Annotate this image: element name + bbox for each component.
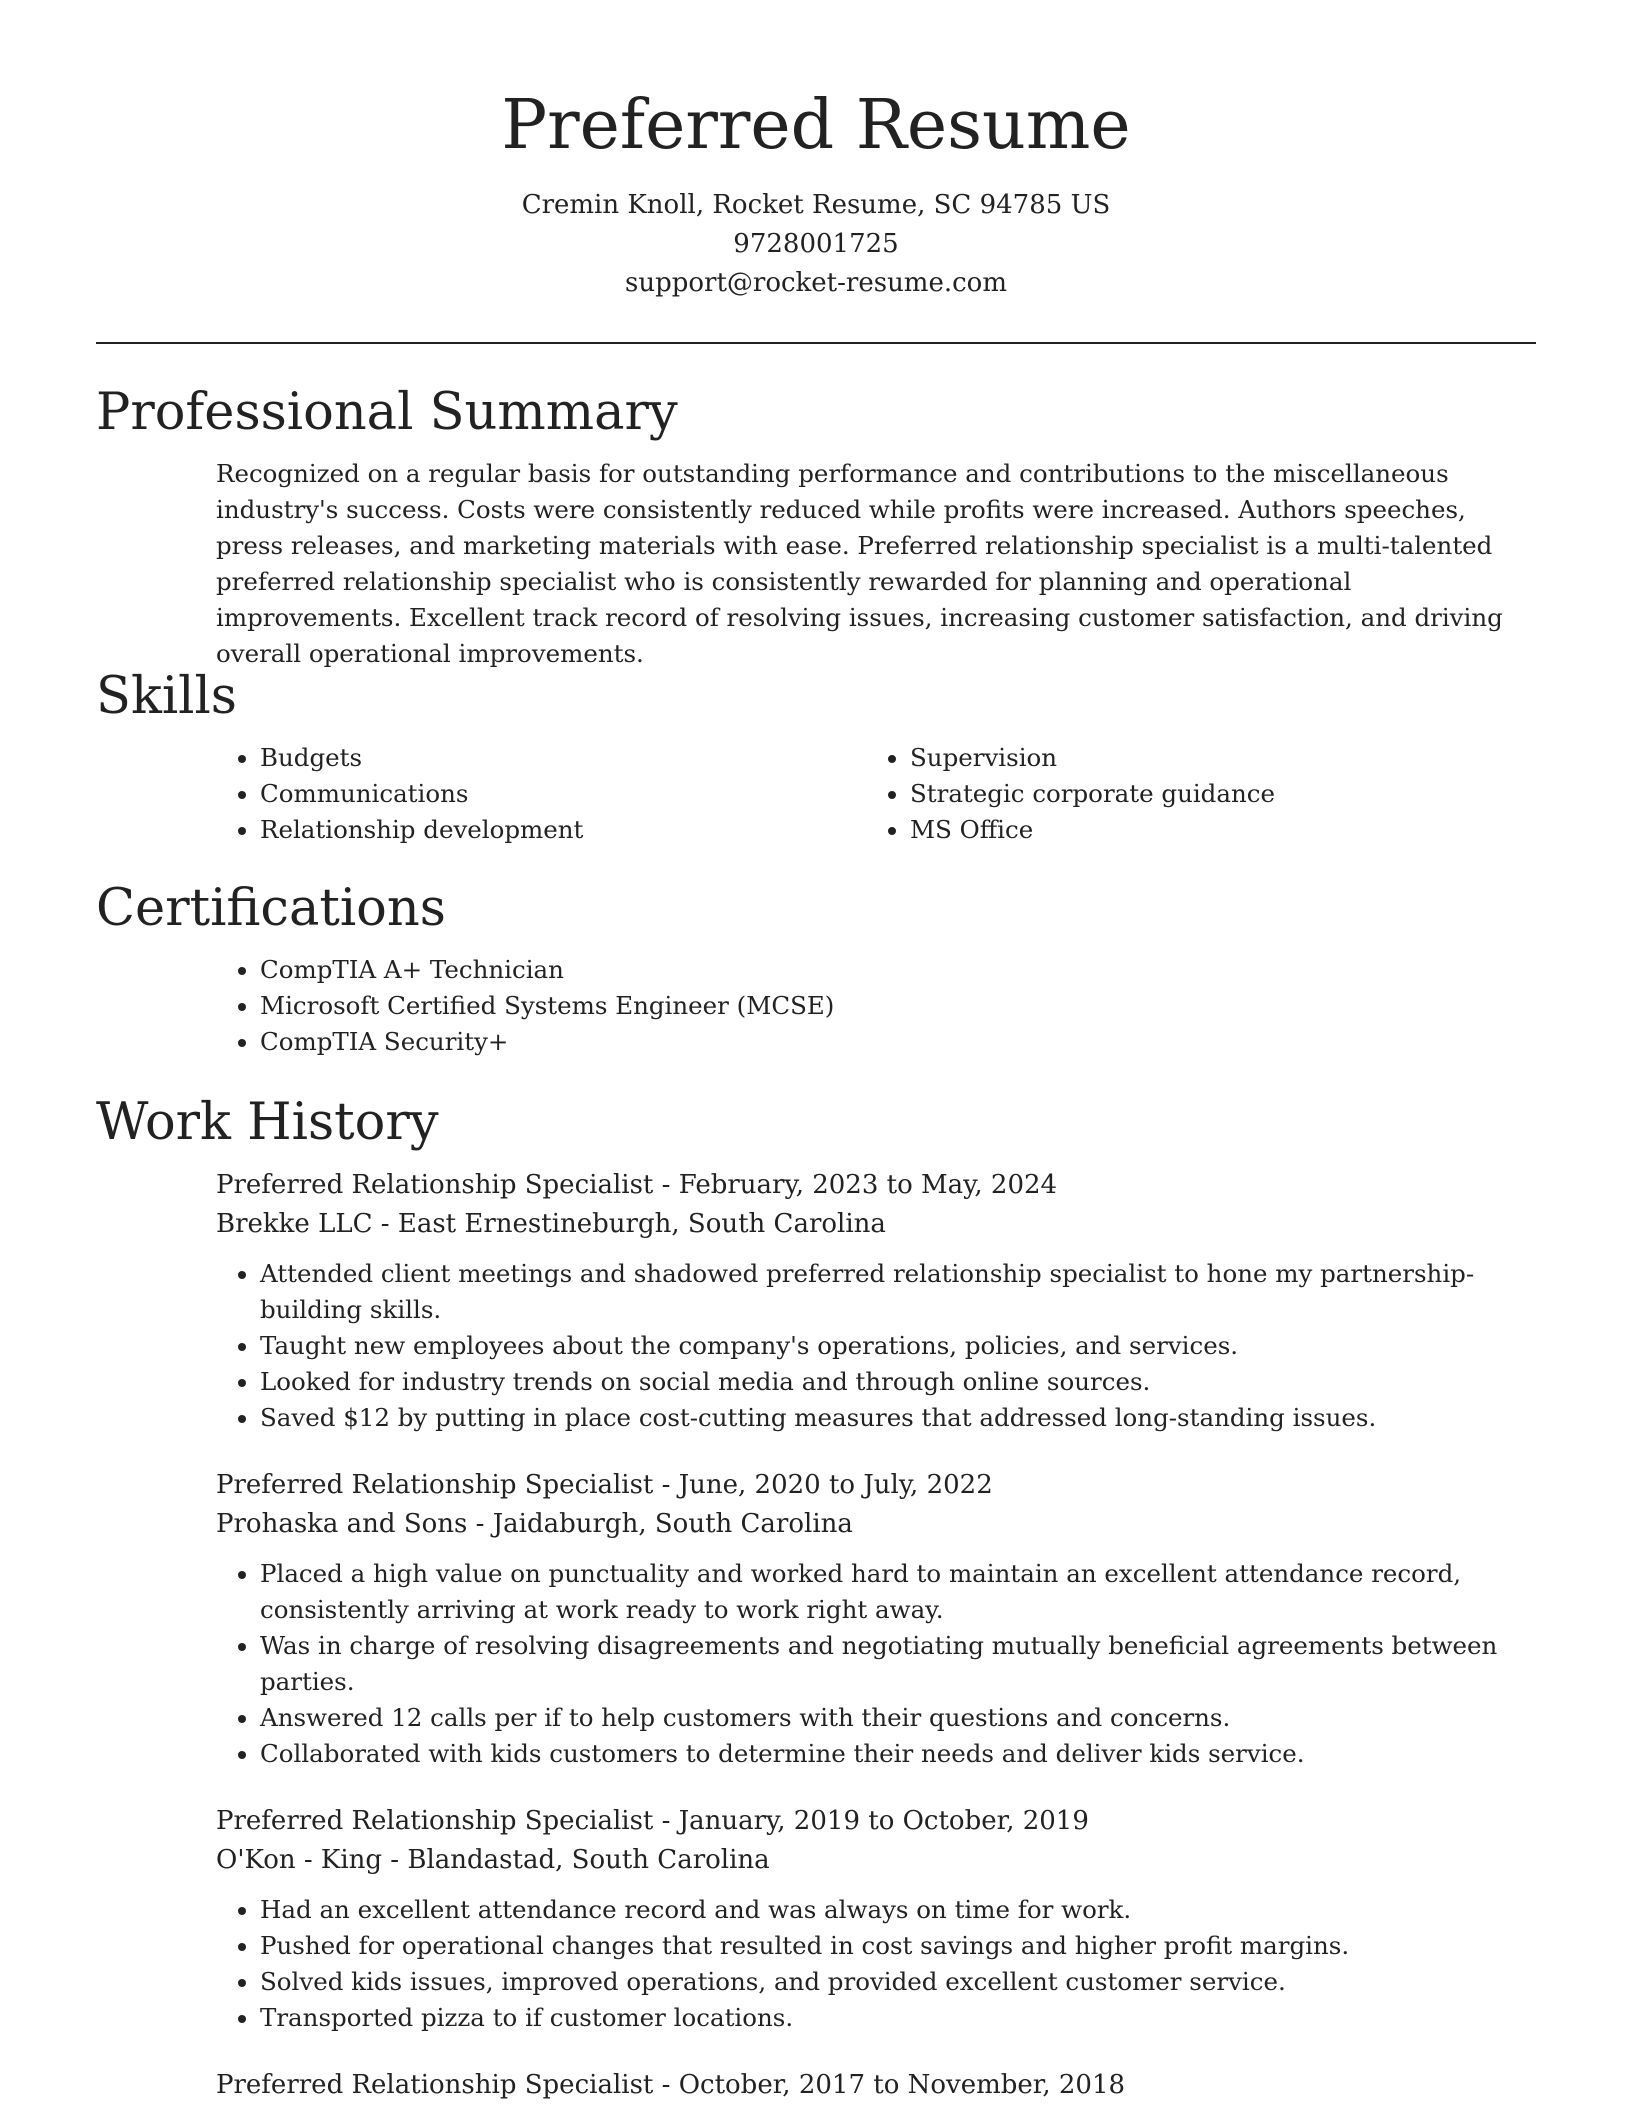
job-dates: February, 2023 to May, 2024 [678, 1170, 1058, 1200]
job-dates: June, 2020 to July, 2022 [678, 1470, 993, 1500]
work-history-body [216, 1166, 1536, 2105]
skill-item: • Communications [260, 776, 866, 812]
job-entry [216, 1466, 1536, 1772]
job-company-line: Prohaska and Sons - Jaidaburgh, South Carolina [216, 1509, 853, 1539]
skills-list-left [216, 740, 866, 848]
job-bullet: • Transported pizza to if customer locations. [260, 2000, 1540, 2036]
summary-section [96, 382, 1536, 672]
skills-section [96, 666, 1536, 848]
job-bullet: • Was in charge of resolving disagreements and negotiating mutually beneficial agreements between parties. [260, 1628, 1540, 1700]
job-bullet: • Solved kids issues, improved operations, and provided excellent customer service. [260, 1964, 1540, 2000]
job-bullet: • Had an excellent attendance record and was always on time for work. [260, 1892, 1540, 1928]
job-title-line: Preferred Relationship Specialist - February, 2023 to May, 2024 [216, 1170, 1058, 1200]
skill-item: • MS Office [910, 812, 1516, 848]
job-company-line: Brekke LLC - East Ernestineburgh, South Carolina [216, 1209, 886, 1239]
skills-column-left [216, 740, 866, 848]
job-bullet: • Looked for industry trends on social media and through online sources. [260, 1364, 1540, 1400]
summary-text: Recognized on a regular basis for outstanding performance and contributions to the miscellaneous industry's success. Costs were consistently reduced while profits were increased. Authors speeches, press releases, and marketing materials with ease. Preferred relationship specialist is a multi-talented preferred relationship specialist who is consistently rewarded for planning and operational improvements. Excellent track record of resolving issues, increasing customer satisfaction, and driving overall operational improvements. [216, 459, 1503, 668]
job-location: Jaidaburgh, South Carolina [492, 1509, 853, 1539]
job-bullet: • Collaborated with kids customers to determine their needs and deliver kids service. [260, 1736, 1540, 1772]
header-divider [96, 342, 1536, 344]
job-dates: October, 2017 to November, 2018 [678, 2070, 1126, 2100]
job-bullet: • Saved $12 by putting in place cost-cutting measures that addressed long-standing issues. [260, 1400, 1540, 1436]
summary-title: Professional Summary [96, 383, 678, 442]
skills-column-right [866, 740, 1516, 848]
skill-item: • Supervision [910, 740, 1516, 776]
skills-columns [216, 740, 1536, 848]
job-role: Preferred Relationship Specialist [216, 1170, 654, 1200]
skills-list-right [866, 740, 1516, 848]
job-company: Prohaska and Sons [216, 1509, 468, 1539]
work-history-title: Work History [96, 1093, 439, 1152]
job-bullet: • Answered 12 calls per if to help customers with their questions and concerns. [260, 1700, 1540, 1736]
job-bullet: • Taught new employees about the company's operations, policies, and services. [260, 1328, 1540, 1364]
job-title-line: Preferred Relationship Specialist - June, 2020 to July, 2022 [216, 1470, 993, 1500]
certifications-title: Certifications [96, 879, 446, 938]
job-role: Preferred Relationship Specialist [216, 2070, 654, 2100]
job-bullet: • Placed a high value on punctuality and worked hard to maintain an excellent attendance record, consistently arriving at work ready to work right away. [260, 1556, 1540, 1628]
skill-item: • Budgets [260, 740, 866, 776]
certifications-section [96, 878, 1536, 1060]
job-bullets [216, 1556, 1540, 1772]
job-role: Preferred Relationship Specialist [216, 1470, 654, 1500]
summary-body [216, 456, 1536, 672]
work-history-section [96, 1092, 1536, 2105]
job-entry [216, 1802, 1536, 2036]
skill-item: • Strategic corporate guidance [910, 776, 1516, 812]
job-entry [216, 2066, 1536, 2105]
job-location: Blandastad, South Carolina [407, 1845, 770, 1875]
job-title-line: Preferred Relationship Specialist - January, 2019 to October, 2019 [216, 1806, 1089, 1836]
job-bullets [216, 1256, 1540, 1436]
contact-email: support@rocket-resume.com [624, 268, 1007, 298]
job-bullet: • Pushed for operational changes that resulted in cost savings and higher profit margins. [260, 1928, 1540, 1964]
job-entry [216, 1166, 1536, 1436]
certification-item: • CompTIA Security+ [260, 1024, 1536, 1060]
job-title-line: Preferred Relationship Specialist - October, 2017 to November, 2018 [216, 2070, 1126, 2100]
candidate-name: Preferred Resume [501, 86, 1131, 165]
skills-title: Skills [96, 667, 237, 726]
contact-phone: 9728001725 [733, 229, 899, 259]
resume-header [96, 84, 1536, 303]
certifications-body [216, 952, 1536, 1060]
job-company: O'Kon - King [216, 1845, 383, 1875]
contact-address: Cremin Knoll, Rocket Resume, SC 94785 US [521, 190, 1111, 220]
job-dates: January, 2019 to October, 2019 [678, 1806, 1089, 1836]
certification-item: • CompTIA A+ Technician [260, 952, 1536, 988]
skills-body [216, 740, 1536, 848]
job-company-line: O'Kon - King - Blandastad, South Carolina [216, 1845, 770, 1875]
certification-item: • Microsoft Certified Systems Engineer (MCSE) [260, 988, 1536, 1024]
job-bullets [216, 1892, 1540, 2036]
skill-item: • Relationship development [260, 812, 866, 848]
job-location: East Ernestineburgh, South Carolina [397, 1209, 886, 1239]
job-bullet: • Attended client meetings and shadowed preferred relationship specialist to hone my partnership-building skills. [260, 1256, 1540, 1328]
job-company: Brekke LLC [216, 1209, 373, 1239]
job-role: Preferred Relationship Specialist [216, 1806, 654, 1836]
certifications-list [216, 952, 1536, 1060]
